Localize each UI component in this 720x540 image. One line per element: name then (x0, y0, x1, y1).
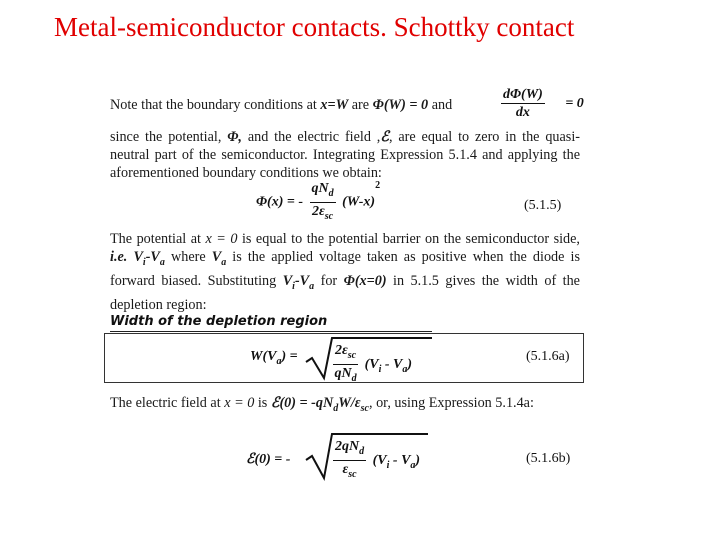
text-ie: i.e. (110, 249, 128, 265)
eq-denominator: qN (334, 365, 352, 381)
math-phi-w-zero: Φ(W) = 0 (372, 97, 429, 113)
eq-fraction (333, 438, 366, 483)
text: The potential at (110, 231, 206, 247)
text: is equal to the potential barrier on the semiconductor side, (237, 231, 580, 247)
text: for (314, 272, 344, 289)
eq-numerator: qN (311, 181, 329, 196)
derivative-equals-zero: = 0 (565, 95, 584, 111)
text: , are equal to zero in the quasi-neutral part of the semiconductor. Integrating Expression 5.1.4 and applying the aforementioned boundary conditions we obtain: (110, 129, 580, 181)
eq-sub: a (402, 363, 408, 375)
math-phi-x0: Φ(x=0) (343, 272, 387, 289)
eq-sub: i (386, 459, 390, 471)
text: and (428, 97, 453, 113)
math-v: V (299, 272, 310, 289)
math-v: V (133, 249, 143, 265)
text: and the electric field , (241, 129, 381, 145)
eq-rhs-end: ) (407, 356, 413, 372)
text: where (164, 249, 212, 265)
eq-sub: d (328, 187, 334, 199)
eq-sub: d (359, 445, 365, 457)
math-sub: i (292, 280, 295, 292)
eq-rhs: (V (372, 452, 387, 468)
math-field-zero: ℰ(0) = -qN (270, 395, 334, 411)
math-sub: i (142, 256, 146, 268)
math-x-zero: x = 0 (224, 395, 255, 411)
text: is the applied voltage taken as positive when the diode is forward biased. Substituting (110, 249, 580, 289)
math-sub: a (221, 256, 227, 268)
slide-title: Metal-semiconductor contacts. Schottky contact (54, 12, 575, 42)
math-sub: d (333, 402, 339, 414)
derivative-numerator: dΦ(W) (503, 87, 543, 102)
equation-5-1-5 (256, 180, 380, 225)
math-minus: - (145, 249, 151, 265)
math-x-equals-w: x=W (320, 97, 349, 113)
eq-denominator: ε (342, 461, 349, 477)
text: are (348, 97, 373, 113)
math-sub: sc (360, 402, 369, 414)
eq-rhs-end: ) (415, 452, 421, 468)
math-field: ℰ (380, 129, 389, 145)
eq-sub: sc (324, 210, 334, 222)
paragraph-electric-field (110, 394, 580, 418)
math-x-zero: x = 0 (205, 231, 238, 247)
eq-rhs: (W-x) (342, 194, 376, 210)
equation-5-1-6a-radicand (330, 342, 412, 387)
math-v: V (282, 272, 293, 289)
text: is (254, 395, 271, 411)
text: since the potential, (110, 129, 228, 145)
derivative-condition (498, 86, 584, 121)
text: Note that the boundary conditions at (110, 97, 321, 113)
eq-sub: sc (347, 349, 357, 361)
math-minus: - (294, 272, 300, 289)
eq-lhs: Φ(x) = - (256, 194, 304, 210)
eq-sub: a (276, 355, 282, 367)
eq-lhs: ℰ(0) = - (246, 452, 291, 467)
derivative-denominator: dx (515, 105, 530, 120)
equation-5-1-6a-lhs (250, 349, 298, 367)
eq-sub: i (378, 363, 382, 375)
eq-numerator: 2ε (335, 343, 348, 358)
eq-rhs-mid: - V (389, 452, 411, 468)
math-sub: a (309, 280, 315, 292)
text: The electric field at (110, 395, 225, 411)
equation-number: (5.1.6a) (526, 349, 570, 364)
eq-rhs: (V (364, 356, 379, 372)
eq-denominator: 2ε (312, 203, 325, 219)
equation-5-1-6b-radicand (330, 438, 420, 483)
math-v: V (150, 249, 160, 265)
text: in 5.1.5 gives the width of the depletion region: (110, 272, 580, 313)
math-field-end: W/ε (338, 395, 361, 411)
eq-rhs-mid: - V (381, 356, 403, 372)
math-v: V (211, 249, 222, 265)
eq-fraction (310, 180, 336, 225)
section-heading: Width of the depletion region (110, 314, 328, 329)
eq-sub: d (351, 372, 357, 384)
text: , or, using Expression 5.1.4a: (368, 395, 534, 411)
eq-numerator: 2qN (335, 439, 360, 454)
equation-5-1-6b-lhs (246, 451, 290, 468)
derivative-fraction (501, 86, 545, 121)
eq-sub: sc (348, 468, 357, 480)
paragraph-potential (110, 230, 580, 314)
math-sub: a (159, 256, 165, 268)
eq-lhs: W(V (250, 349, 277, 364)
eq-lhs-end: ) = (281, 349, 298, 364)
math-phi: Φ, (227, 129, 242, 145)
eq-fraction (333, 342, 358, 387)
paragraph-boundary-conditions-cont (110, 128, 580, 182)
equation-number: (5.1.5) (524, 198, 562, 213)
equation-number: (5.1.6b) (526, 451, 571, 466)
eq-superscript: 2 (375, 179, 381, 191)
heading-rule (110, 331, 432, 332)
eq-sub: a (410, 459, 416, 471)
